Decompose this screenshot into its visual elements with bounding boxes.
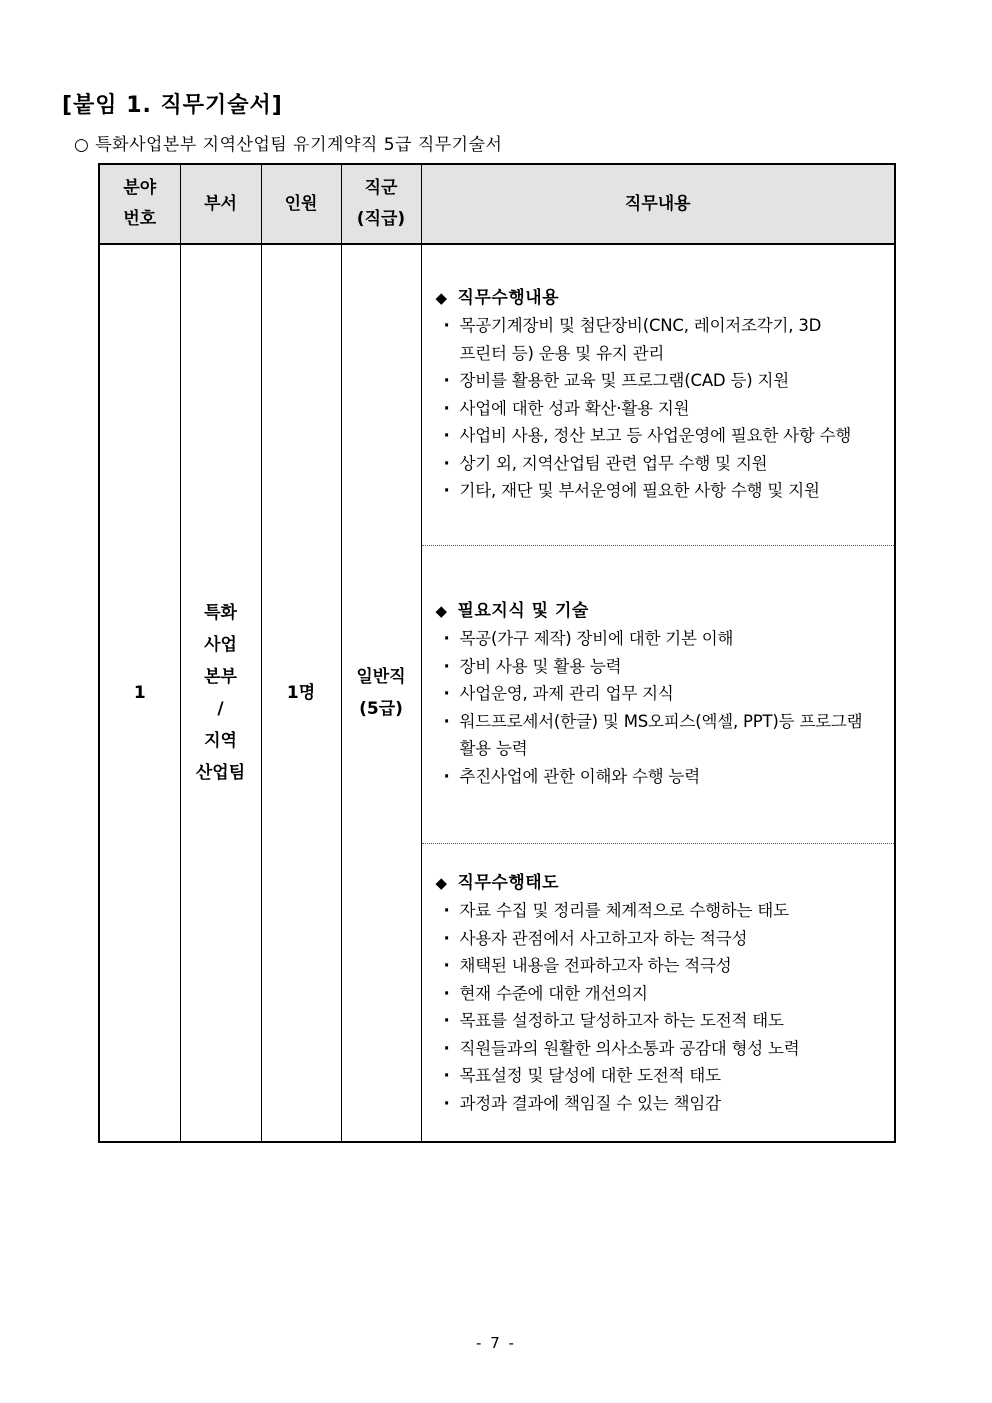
page-number: - 7 - [476,1334,516,1352]
document-subtitle: ○ 특화사업본부 지역산업팀 유기계약직 5급 직무기술서 [74,135,503,155]
cell-department-text: 특화 사업 본부 / 지역 산업팀 [195,603,246,783]
list-item: · 사용자 관점에서 사고하고자 하는 적극성 [436,925,885,953]
list-item: · 채택된 내용을 전파하고자 하는 적극성 [436,952,885,980]
section-item-list [436,312,885,505]
list-item: · 추진사업에 관한 이해와 수행 능력 [436,763,885,791]
job-description-table [98,163,896,1143]
header-grade [341,164,421,244]
section-heading [436,596,885,621]
list-item: · 현재 수준에 대한 개선의지 [436,980,885,1008]
table-row [99,244,895,1142]
section-heading-label: 직무수행내용 [457,288,560,308]
list-item: · 목공(가구 제작) 장비에 대한 기본 이해 [436,625,885,653]
list-item: · 워드프로세서(한글) 및 MS오피스(엑셀, PPT)등 프로그램 활용 능력 [436,708,885,763]
duties-section-attitude [422,843,895,1141]
list-item: · 목공기계장비 및 첨단장비(CNC, 레이저조각기, 3D 프린터 등) 운용 및 유지 관리 [436,312,885,367]
list-item: · 사업운영, 과제 관리 업무 지식 [436,680,885,708]
document-title: [붙임 1. 직무기술서] [62,93,283,118]
list-item: · 자료 수집 및 정리를 체계적으로 수행하는 태도 [436,897,885,925]
diamond-bullet-icon: ◆ [435,874,448,892]
list-item: · 장비 사용 및 활용 능력 [436,653,885,681]
list-item: · 목표설정 및 달성에 대한 도전적 태도 [436,1062,885,1090]
header-grade-label: 직군 (직급) [356,178,406,229]
cell-department [180,244,261,1142]
list-item: · 사업에 대한 성과 확산·활용 지원 [436,395,885,423]
header-duties: 직무내용 [421,164,895,244]
duties-section-knowledge [422,545,895,843]
table-header-row [99,164,895,244]
section-heading [436,283,885,308]
list-item: · 장비를 활용한 교육 및 프로그램(CAD 등) 지원 [436,367,885,395]
list-item: · 목표를 설정하고 달성하고자 하는 도전적 태도 [436,1007,885,1035]
list-item: · 상기 외, 지역산업팀 관련 업무 수행 및 지원 [436,450,885,478]
section-heading [436,868,885,893]
section-heading-label: 필요지식 및 기술 [457,601,589,621]
header-headcount: 인원 [261,164,341,244]
cell-field-no: 1 [99,244,180,1142]
list-item: · 기타, 재단 및 부서운영에 필요한 사항 수행 및 지원 [436,477,885,505]
diamond-bullet-icon: ◆ [435,602,448,620]
list-item: · 직원들과의 원활한 의사소통과 공감대 형성 노력 [436,1035,885,1063]
header-department: 부서 [180,164,261,244]
section-item-list [436,625,885,790]
cell-duties [421,244,895,1142]
cell-grade [341,244,421,1142]
section-heading-label: 직무수행태도 [457,873,560,893]
list-item: · 사업비 사용, 정산 보고 등 사업운영에 필요한 사항 수행 [436,422,885,450]
cell-grade-text: 일반직 (5급) [356,667,406,719]
duties-section-performance [422,245,895,545]
diamond-bullet-icon: ◆ [435,289,448,307]
header-field-no-label: 분야 번호 [123,178,157,229]
list-item: · 과정과 결과에 책임질 수 있는 책임감 [436,1090,885,1118]
section-item-list [436,897,885,1117]
header-field-no [99,164,180,244]
cell-headcount: 1명 [261,244,341,1142]
